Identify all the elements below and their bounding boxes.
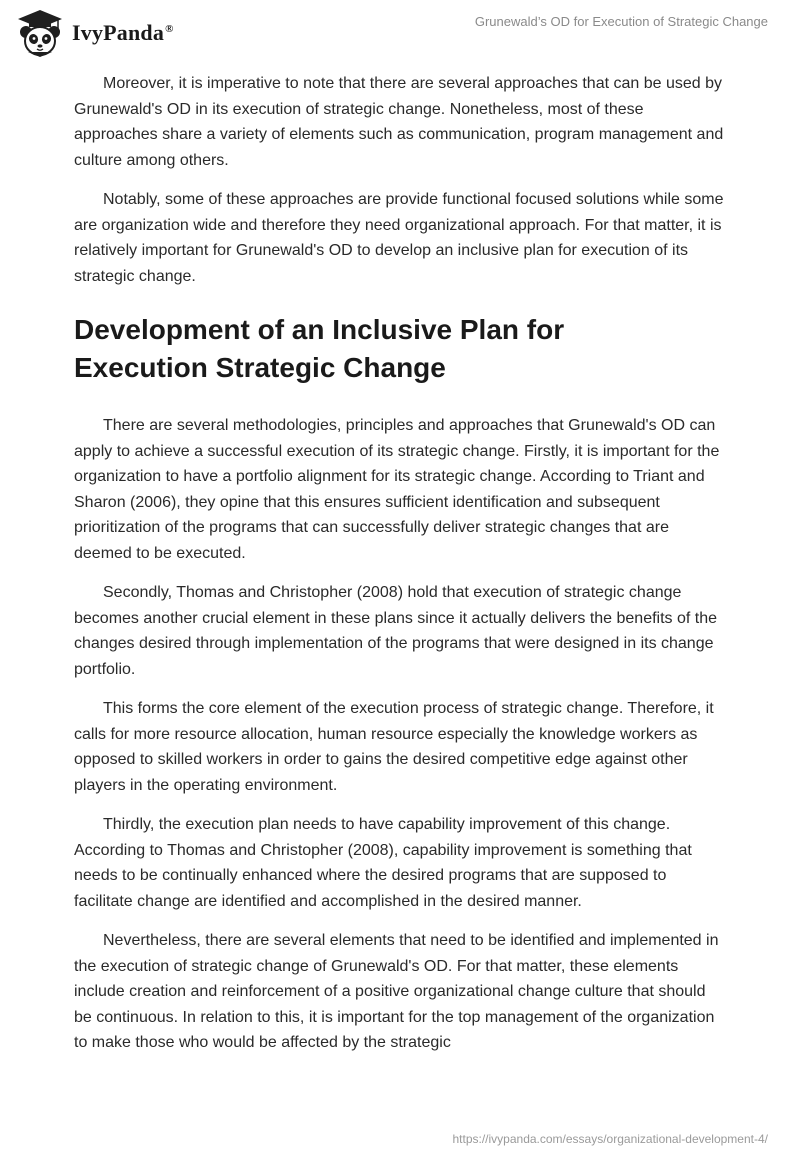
paragraph: Secondly, Thomas and Christopher (2008) hold that execution of strategic change becomes another crucial element in these plans since it actually delivers the benefits of the changes desired through implementation of the programs that were designed in its change portfolio. xyxy=(74,584,718,678)
registered-mark: ® xyxy=(165,22,174,35)
paragraph: Thirdly, the execution plan needs to have capability improvement of this change. According to Thomas and Christopher (2008), capability improvement is something that needs to be continually enhanced where the desired programs that are supposed to facilitate change are identified and accomplished in the desired manner. xyxy=(74,816,692,910)
paragraph: Nevertheless, there are several elements that need to be identified and implemented in the execution of strategic change of Grunewald's OD. For that matter, these elements include creation and reinforcement of a positive organizational change culture that should be continuous. In relation to this, it is important for the top management of the organization to make those who would be affected by the strategic xyxy=(74,932,719,1051)
source-url[interactable]: https://ivypanda.com/essays/organizational-development-4/ xyxy=(452,1132,768,1146)
paragraph: Moreover, it is imperative to note that there are several approaches that can be used by Grunewald's OD in its execution of strategic change. Nonetheless, most of these approaches share a variety of elements such as communication, program management and culture among others. xyxy=(74,75,724,169)
panda-graduate-icon xyxy=(14,8,66,58)
paragraph: There are several methodologies, principles and approaches that Grunewald's OD can apply to achieve a successful execution of its strategic change. Firstly, it is important for the organization to have a portfolio alignment for its strategic change. According to Triant and Sharon (2006), they opine that this ensures sufficient identification and subsequent prioritization of the programs that can successfully deliver strategic changes that are deemed to be executed. xyxy=(74,417,720,562)
page-header xyxy=(0,0,800,70)
paragraph: Notably, some of these approaches are provide functional focused solutions while some are organization wide and therefore they need organizational approach. For that matter, it is relatively important for Grunewald's OD to develop an inclusive plan for execution of its strategic change. xyxy=(74,191,724,285)
ivypanda-logo[interactable] xyxy=(14,8,174,58)
essay-body xyxy=(74,71,724,1070)
paragraph: This forms the core element of the execution process of strategic change. Therefore, it calls for more resource allocation, human resource especially the knowledge workers as opposed to skilled workers in order to gains the desired competitive edge against other players in the operating environment. xyxy=(74,700,714,794)
section-heading: Development of an Inclusive Plan for Execution Strategic Change xyxy=(74,314,565,383)
brand-name: IvyPanda® xyxy=(72,20,174,45)
document-title: Grunewald’s OD for Execution of Strategic Change xyxy=(474,14,768,29)
